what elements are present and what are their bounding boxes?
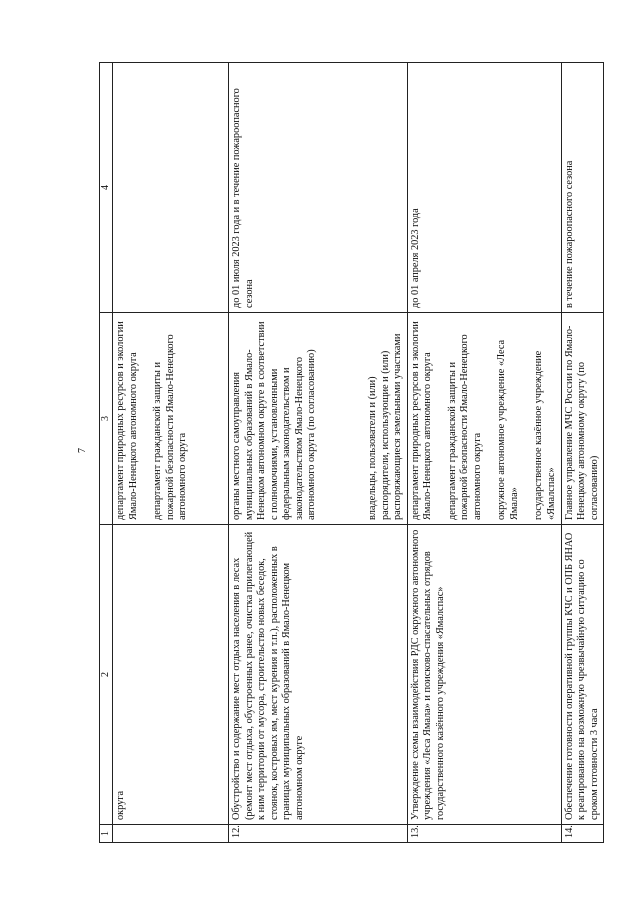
row-term: до 01 июля 2023 года и в течение пожароопасного сезона [229,63,407,313]
rotated-table-wrapper [99,63,600,843]
row-responsible [561,313,604,525]
responsible-item: департамент гражданской защиты и пожарной безопасности Ямало-Ненецкого автономного округа [152,334,189,520]
row-number: 14. [561,825,604,843]
header-col-1: 1 [100,825,113,843]
table-row [113,63,229,843]
row-task: Обеспечение готовности оперативной группы КЧС и ОПБ ЯНАО к реагированию на возможную чрезвычайную ситуацию со сроком готовности 3 часа [561,525,604,825]
measures-table [99,62,604,843]
row-number: 12. [229,825,407,843]
header-col-3: 3 [100,313,113,525]
responsible-item: государственное казённое учреждение «Ямалспас» [533,350,558,520]
header-col-4: 4 [100,63,113,313]
responsible-item: Главное управление МЧС России по Ямало-Ненецкому автономному округу (по согласованию) [563,325,600,520]
table-header-row [100,63,113,843]
table-row [407,63,561,843]
row-responsible [407,313,561,525]
responsible-item: окружное автономное учреждение «Леса Ямала» [496,339,520,520]
table-row [561,63,604,843]
responsible-item: владельцы, пользователи и (или) распорядители, использующие и (или) распоряжающиеся земельными участками [367,333,404,520]
row-responsible [113,313,229,525]
table-row [229,63,407,843]
row-task: округа [113,525,229,825]
header-col-2: 2 [100,525,113,825]
responsible-item: департамент природных ресурсов и экологии Ямало-Ненецкого автономного округа [115,321,139,520]
row-term: в течение пожароопасного сезона [561,63,604,313]
row-number: 13. [407,825,561,843]
row-number [113,825,229,843]
responsible-item: органы местного самоуправления муниципальных образований в Ямало-Ненецком автономном округе в соответствии с полномочиями, установленными федеральным законодательством и законодательством Ямало-Ненецкого автономного округа (по согласованию) [231,321,318,520]
row-term [113,63,229,313]
responsible-item: департамент гражданской защиты и пожарной безопасности Ямало-Ненецкого автономного округа [446,334,483,520]
row-responsible [229,313,407,525]
row-task: Обустройство и содержание мест отдыха населения в лесах (ремонт мест отдыха, обустроенных ранее, очистка прилегающей к ним территории от мусора, строительство новых беседок, стоянок, костровых ям, мест курения и т.п.), расположенных в границах муниципальных образований в Ямало-Ненецком автономном округе [229,525,407,825]
page-number: 7 [77,448,88,453]
row-term: до 01 апреля 2023 года [407,63,561,313]
row-task: Утверждение схемы взаимодействия РДС окружного автономного учреждения «Леса Ямала» и поисково-спасательных отрядов государственного казённого учреждения «Ямалспас» [407,525,561,825]
responsible-item: департамент природных ресурсов и экологии Ямало-Ненецкого автономного округа [409,321,434,520]
